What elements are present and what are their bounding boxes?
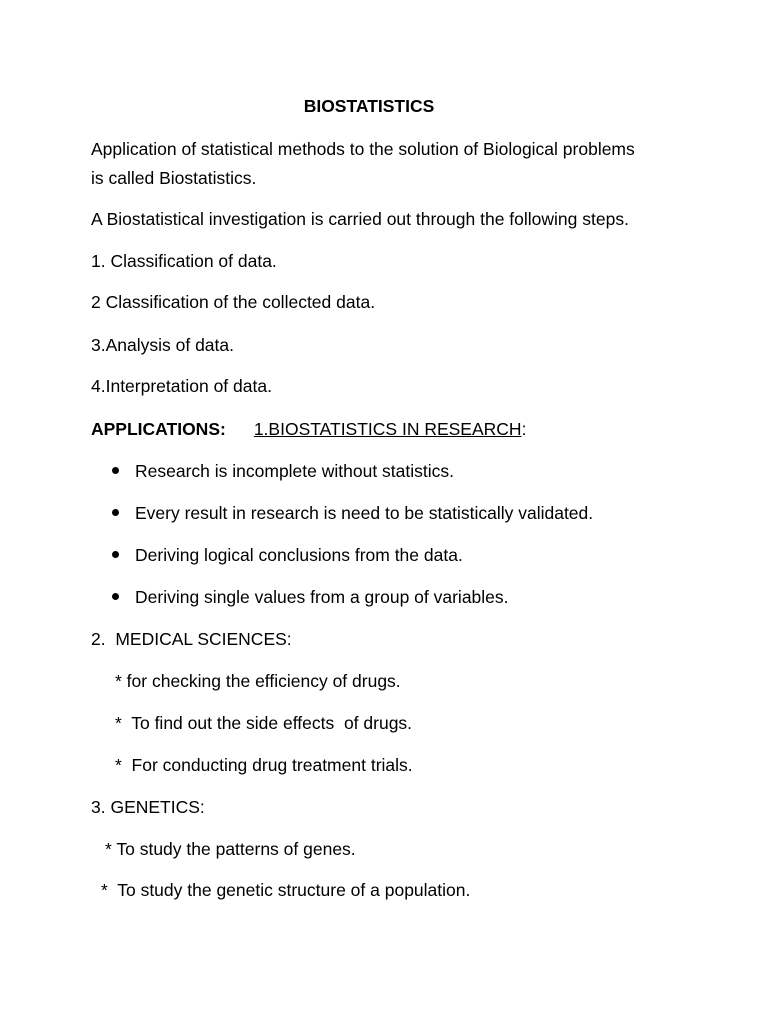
- intro-paragraph: A Biostatistical investigation is carried out through the following steps.: [91, 209, 629, 229]
- bullet-icon: [112, 593, 119, 600]
- bullet-icon: [112, 467, 119, 474]
- bullet-icon: [112, 509, 119, 516]
- bullet-icon: [112, 551, 119, 558]
- applications-row: [91, 418, 526, 440]
- research-heading: 1.BIOSTATISTICS IN RESEARCH: [253, 419, 522, 439]
- research-bullet-item: Every result in research is need to be statistically validated.: [135, 503, 594, 523]
- genetics-item: * To study the genetic structure of a population.: [101, 880, 471, 900]
- page-title: BIOSTATISTICS: [303, 96, 435, 116]
- research-bullet-item: Deriving single values from a group of variables.: [135, 587, 509, 607]
- research-bullet-item: Deriving logical conclusions from the data.: [135, 545, 463, 565]
- definition-line-1: Application of statistical methods to the solution of Biological problems: [91, 139, 635, 159]
- genetics-item: * To study the patterns of genes.: [105, 839, 356, 859]
- medical-item: * To find out the side effects of drugs.: [115, 713, 413, 733]
- research-bullet-item: Research is incomplete without statistics.: [135, 461, 455, 481]
- applications-label: APPLICATIONS:: [91, 419, 226, 439]
- medical-item: * For conducting drug treatment trials.: [115, 755, 413, 775]
- definition-line-2: is called Biostatistics.: [91, 168, 257, 188]
- step-item: 1. Classification of data.: [91, 251, 277, 271]
- medical-item: * for checking the efficiency of drugs.: [115, 671, 401, 691]
- research-heading-colon: :: [521, 419, 527, 439]
- step-item: 4.Interpretation of data.: [91, 376, 272, 396]
- step-item: 2 Classification of the collected data.: [91, 292, 376, 312]
- medical-heading: 2. MEDICAL SCIENCES:: [91, 629, 292, 649]
- step-item: 3.Analysis of data.: [91, 335, 234, 355]
- genetics-heading: 3. GENETICS:: [91, 797, 205, 817]
